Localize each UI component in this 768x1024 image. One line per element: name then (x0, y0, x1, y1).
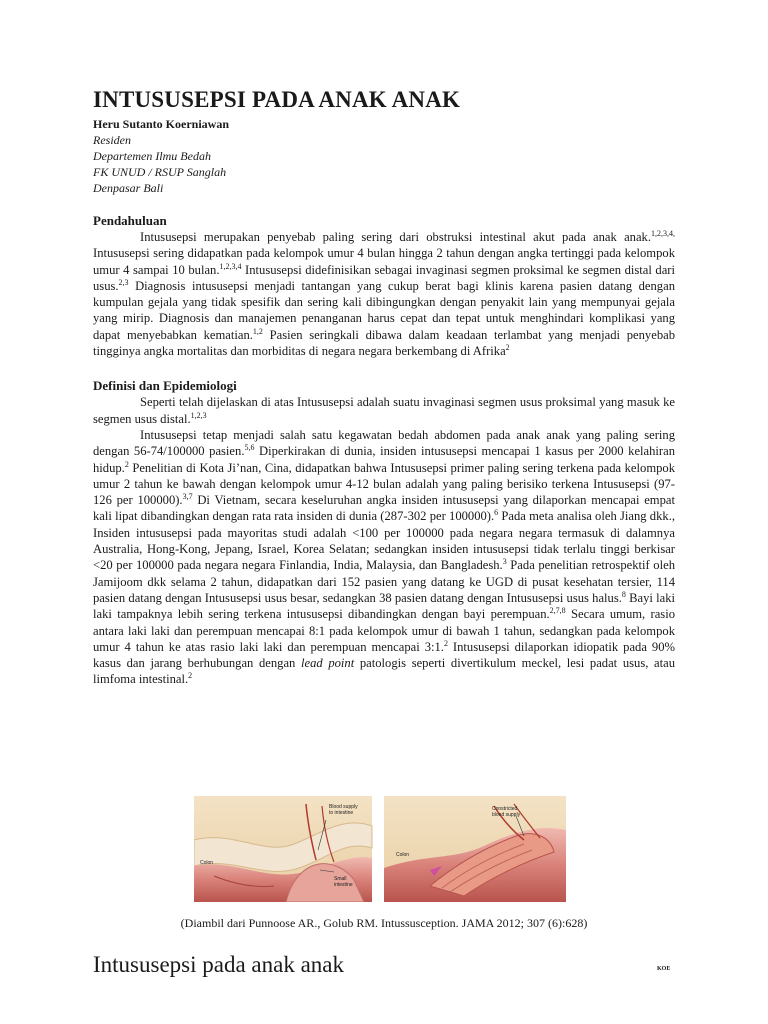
text-run: Pasien seringkali dibawa dalam keadaan terlambat yang menjadi penyebab tingginya angka mortalitas dan morbiditas di negara negara berkembang di Afrika (93, 327, 676, 359)
text-run: Intususepsi dilaporkan idiopatik pada 90% kasus dan jarang berhubungan dengan (93, 639, 675, 671)
citation: 1,2,3,4, (651, 228, 675, 238)
paper-body (93, 86, 675, 688)
affiliation-line: FK UNUD / RSUP Sanglah (93, 165, 227, 179)
citation: 1,2,3 (190, 410, 207, 420)
label-blood-supply: Blood supply (329, 804, 358, 810)
affiliation-line: Residen (93, 133, 131, 147)
text-run: Intususepsi merupakan penyebab paling sering dari obstruksi intestinal akut pada anak anak. (140, 230, 651, 244)
affiliation-line: Denpasar Bali (93, 181, 164, 195)
label-constricted-blood-supply: blood supply (492, 812, 521, 818)
citation: 2,7,8 (549, 606, 566, 616)
text-run: patologis seperti divertikulum meckel, lesi padat usus, atau limfoma intestinal. (93, 656, 675, 687)
affiliation-line: Departemen Ilmu Bedah (93, 149, 211, 163)
citation: 3 (502, 557, 507, 567)
footer-author-tag: KOE (657, 966, 671, 972)
citation: 3,7 (182, 491, 193, 501)
text-run: Pada penelitian retrospektif oleh Jamijoom dkk selama 2 tahun, didapatkan dari 152 pasien yang datang ke UGD di pusat kesehatan tersier, 114 pasien datang dengan Intususepsi usus besar, sedangkan 38 pasien datang dengan Intususepsi usus halus. (93, 558, 675, 605)
author-name: Heru Sutanto Koerniawan (93, 117, 230, 131)
citation: 2 (124, 459, 129, 469)
citation: 2 (443, 638, 448, 648)
text-run: Intususepsi sering didapatkan pada kelompok umur 4 bulan hingga 2 tahun dengan angka tertinggi pada kelompok umur 4 sampai 10 bulan. (93, 246, 675, 277)
citation: 1,2,3,4 (219, 261, 242, 271)
citation: 2 (188, 671, 193, 681)
text-run: Intususepsi tetap menjadi salah satu kegawatan bedah abdomen pada anak anak yang paling sering dengan 56-74/100000 pasien. (93, 427, 675, 459)
citation: 2 (505, 342, 510, 352)
text-run: Diperkirakan di dunia, insiden intususepsi mencapai 1 kasus per 2000 kelahiran hidup. (93, 444, 676, 475)
paper-title: INTUSUSEPSI PADA ANAK ANAK (93, 87, 461, 112)
intussusception-panel (384, 796, 566, 902)
label-constricted-blood-supply: Constricted (492, 806, 518, 812)
paragraph-pendahuluan (93, 229, 675, 359)
citation: 2,3 (118, 277, 129, 287)
citation: 6 (494, 508, 499, 518)
text-run: Seperti telah dijelaskan di atas Intususepsi adalah suatu invaginasi segmen usus proksimal yang masuk ke segmen usus distal. (93, 395, 675, 426)
label-blood-supply: to intestine (329, 810, 354, 816)
text-run: Pada meta analisa oleh Jiang dkk., Insiden intususepsi pada mayoritas studi adalah <100 per 100000 pada negara negara termasuk di dalamnya Australia, Hong-Kong, Jepang, Israel, Korea Selatan; sedangkan insiden intususepsi tidak terlalu tinggi berkisar <20 per 100000 pada negara negara Finlandia, India, Malaysia, dan Bangladesh. (93, 509, 675, 573)
text-run: Intususepsi didefinisikan sebagai invaginasi segmen proksimal ke segmen distal dari usus. (93, 262, 675, 293)
footer-title: Intususepsi pada anak anak (93, 952, 345, 977)
label-small-intestine: Small (334, 876, 347, 882)
intussusception-illustration (194, 796, 566, 902)
paragraph-definisi-1 (93, 394, 675, 427)
text-run: Diagnosis intususepsi menjadi tantangan yang cukup berat bagi klinis karena pasien datang dengan kumpulan gejala yang tidak spesifik dan sering kali dibingungkan dengan penyakit lain yang mempunyai gejala yang mirip. Diagnosis dan manajemen penanganan harus cepat dan tepat untuk menghindari komplikasi yang dapat menyebabkan kematian. (93, 278, 675, 342)
text-run: Bayi laki laki tampaknya lebih sering terkena intususepsi dibandingkan dengan bayi perempuan. (93, 590, 675, 622)
text-run: Di Vietnam, secara keseluruhan angka insiden intususepsi yang dilaporkan mencapai empat kali lipat dibandingkan dengan rata rata insiden di dunia (287-302 per 100000). (93, 493, 675, 524)
paragraph-definisi-2 (93, 427, 675, 688)
label-colon: Colon (396, 852, 410, 858)
citation: 1,2 (252, 326, 263, 336)
label-colon: Colon (200, 860, 214, 866)
emphasis-term: lead point (301, 656, 355, 671)
label-small-intestine: intestine (334, 882, 353, 888)
figure-caption: (Diambil dari Punnoose AR., Golub RM. Intussusception. JAMA 2012; 307 (6):628) (180, 916, 588, 930)
section-heading-pendahuluan: Pendahuluan (93, 213, 167, 228)
text-run: Penelitian di Kota Ji’nan, Cina, didapatkan bahwa Intususepsi primer paling sering terkena pada kelompok umur 2 tahun ke bawah dengan kelompok umur 4-12 bulan adalah yang paling berisiko terkena Intususepsi (97-126 per 100000). (93, 460, 675, 508)
section-heading-definisi: Definisi dan Epidemiologi (93, 378, 237, 394)
normal-bowel-panel (194, 796, 372, 902)
text-run: Secara umum, rasio antara laki laki dan perempuan mencapai 8:1 pada kelompok umur di bawah 1 tahun, sedangkan pada kelompok umur 4 tahun ke atas rasio laki laki dan perempuan mencapai 3:1. (93, 607, 675, 654)
citation: 5,6 (244, 443, 255, 453)
citation: 8 (621, 589, 626, 599)
